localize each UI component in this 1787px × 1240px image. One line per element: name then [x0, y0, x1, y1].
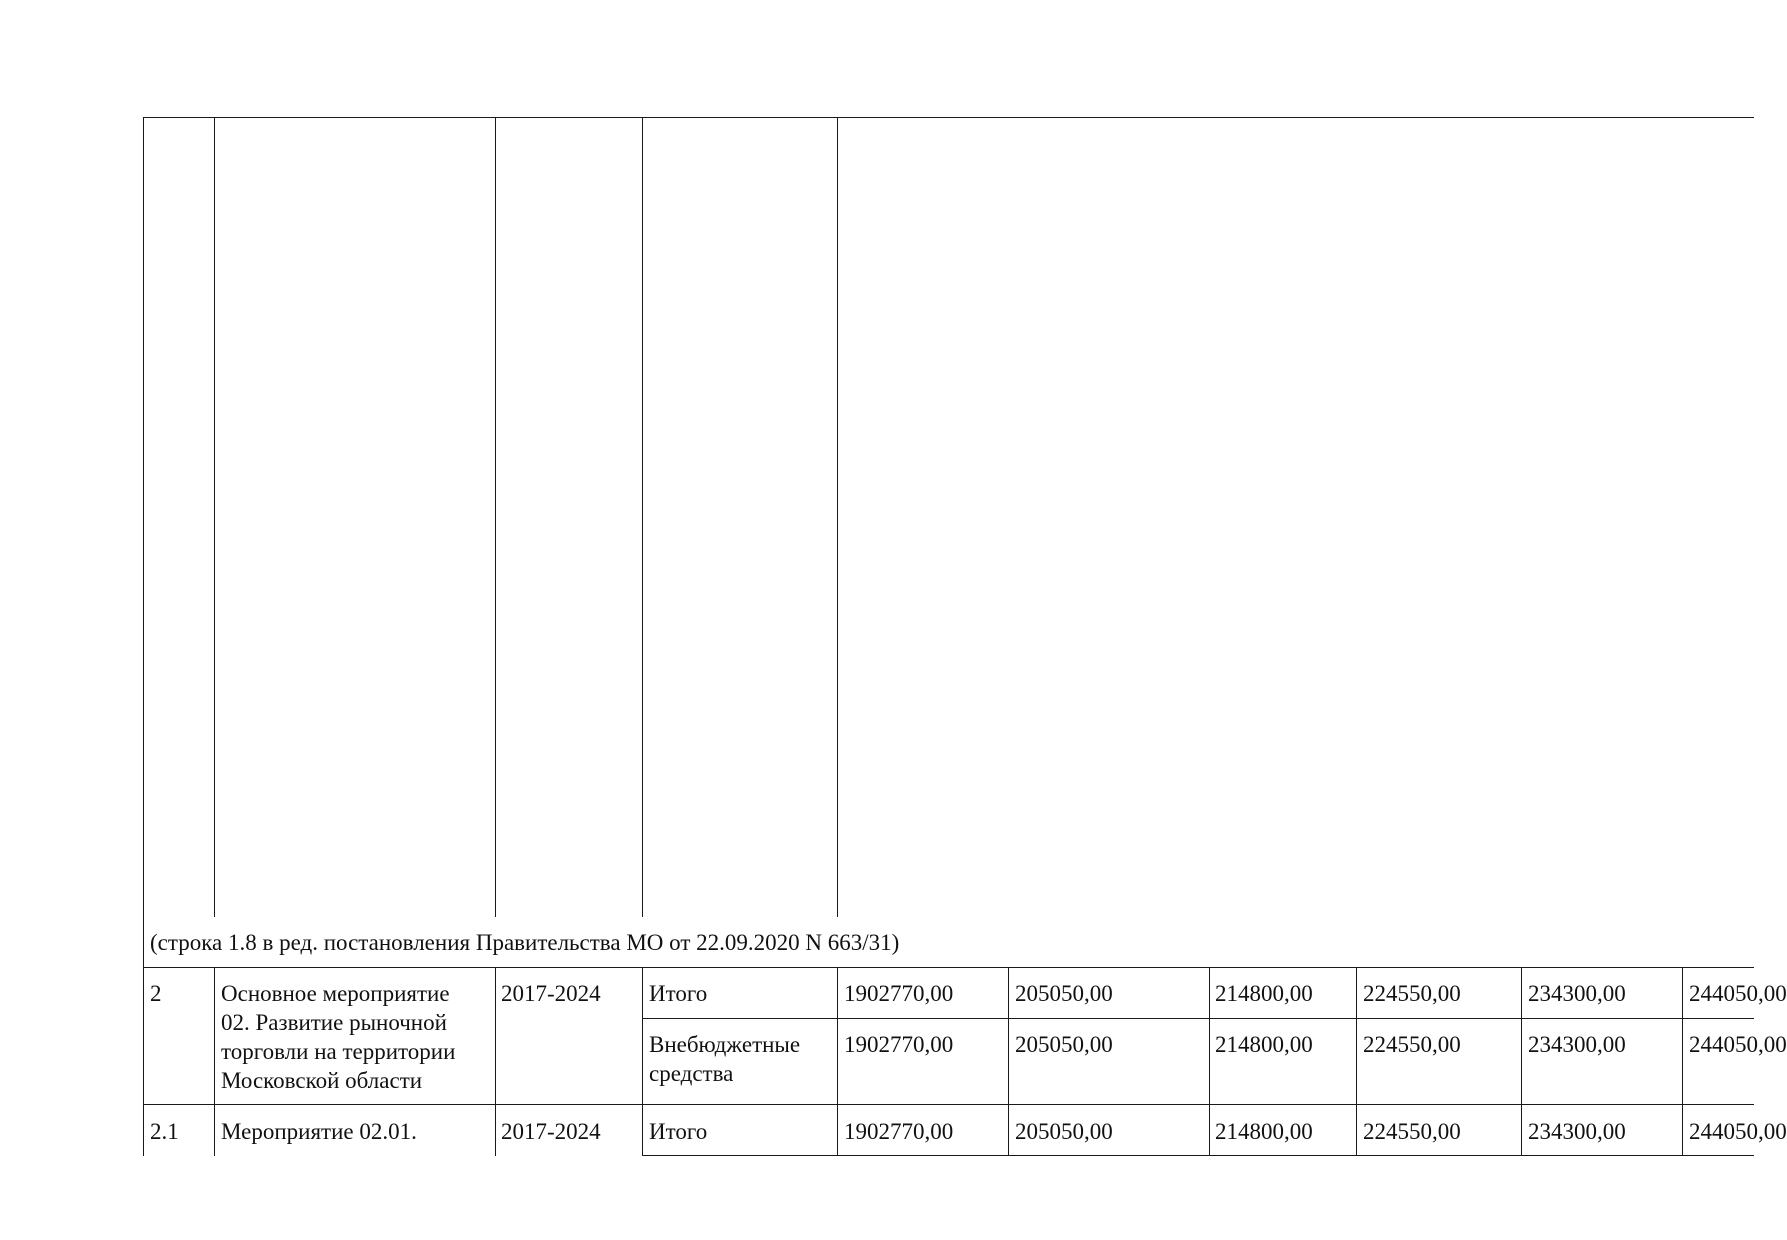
lower-col-line-6 [1209, 967, 1210, 1156]
upper-col-line-4 [837, 117, 838, 917]
lower-col-line-3 [642, 967, 643, 1156]
row-2-1-period: 2017-2024 [501, 1119, 601, 1144]
lower-col-line-8 [1521, 967, 1522, 1156]
upper-col-line-1 [214, 117, 215, 917]
upper-col-line-3 [642, 117, 643, 917]
row-2-source-1-value-1: 1902770,00 [844, 981, 954, 1006]
table-top-border [143, 117, 1754, 118]
lower-col-line-5 [1008, 967, 1009, 1156]
lower-col-line-7 [1356, 967, 1357, 1156]
row-2-source-2-value-1: 1902770,00 [844, 1032, 954, 1057]
amendment-note: (строка 1.8 в ред. постановления Правительства МО от 22.09.2020 N 663/31) [150, 930, 900, 955]
row-2-1-bottom-border [642, 1155, 1754, 1156]
table-left-border [143, 117, 144, 1156]
row-2-source-1-label: Итого [649, 981, 708, 1006]
row-2-period: 2017-2024 [501, 981, 601, 1006]
row-2-source-2-value-3: 214800,00 [1215, 1032, 1313, 1057]
row-2-1-source-1-value-4: 224550,00 [1363, 1119, 1461, 1144]
row-2-top-border [143, 967, 1754, 968]
row-2-source-2-value-6: 244050,00 [1689, 1032, 1787, 1057]
row-2-1-source-1-value-5: 234300,00 [1528, 1119, 1626, 1144]
row-2-1-name-line-1: Мероприятие 02.01. [221, 1119, 417, 1144]
row-2-source-1-value-3: 214800,00 [1215, 981, 1313, 1006]
row-2-source-1-value-2: 205050,00 [1015, 981, 1113, 1006]
row-2-name-line-2: 02. Развитие рыночной [221, 1010, 447, 1035]
row-2-1-source-1-value-1: 1902770,00 [844, 1119, 954, 1144]
row-2-1-top-border [143, 1104, 1754, 1105]
row-2-name-line-1: Основное мероприятие [221, 981, 450, 1006]
row-2-1-source-1-label: Итого [649, 1119, 708, 1144]
row-2-source-1-value-4: 224550,00 [1363, 981, 1461, 1006]
row-2-1-source-1-value-2: 205050,00 [1015, 1119, 1113, 1144]
row-2-source-2-value-5: 234300,00 [1528, 1032, 1626, 1057]
row-2-inner-border [642, 1018, 1754, 1019]
row-2-source-1-value-5: 234300,00 [1528, 981, 1626, 1006]
row-2-source-2-label-line-2: средства [649, 1061, 734, 1086]
lower-col-line-9 [1682, 967, 1683, 1156]
row-2-name-line-3: торговли на территории [221, 1039, 456, 1064]
row-2-name-line-4: Московской области [221, 1068, 423, 1093]
lower-col-line-1 [214, 967, 215, 1156]
row-2-1-number: 2.1 [150, 1119, 179, 1144]
row-2-source-2-label-line-1: Внебюджетные [649, 1032, 801, 1057]
lower-col-line-4 [837, 967, 838, 1156]
row-2-1-source-1-value-3: 214800,00 [1215, 1119, 1313, 1144]
upper-col-line-2 [495, 117, 496, 917]
row-2-number: 2 [150, 981, 162, 1006]
lower-col-line-2 [495, 967, 496, 1156]
row-2-source-1-value-6: 244050,00 [1689, 981, 1787, 1006]
row-2-source-2-value-4: 224550,00 [1363, 1032, 1461, 1057]
row-2-source-2-value-2: 205050,00 [1015, 1032, 1113, 1057]
row-2-1-source-1-value-6: 244050,00 [1689, 1119, 1787, 1144]
